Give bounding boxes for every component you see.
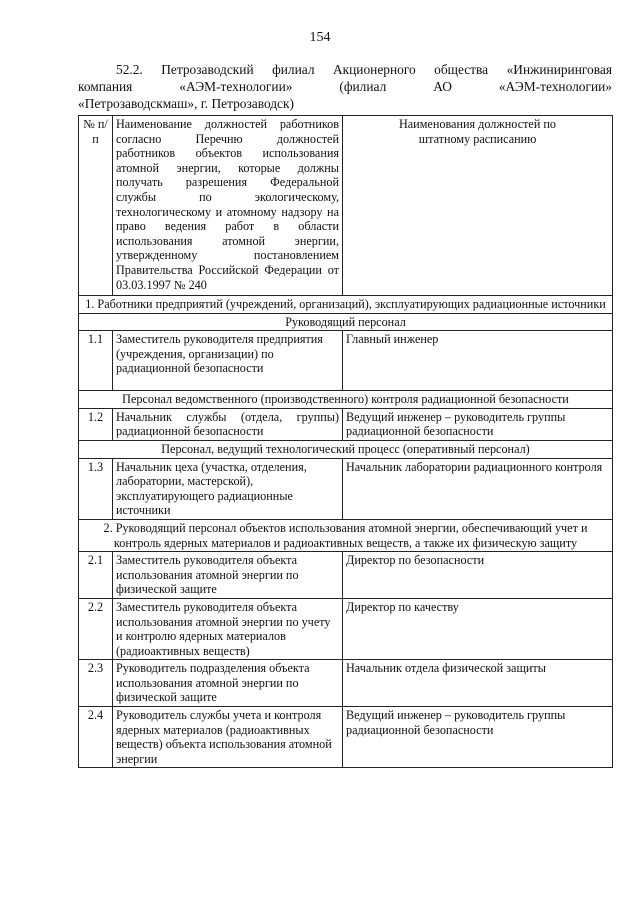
- row-col1: Руководитель подразделения объекта использования атомной энергии по физической защите: [113, 660, 343, 707]
- subsection-row: [79, 391, 613, 409]
- heading-line-3: «Петрозаводскмаш», г. Петрозаводск): [78, 96, 294, 111]
- table-row: [79, 707, 613, 768]
- subsection-control: Персонал ведомственного (производственного) контроля радиационной безопасности: [79, 391, 613, 409]
- subsection-management: Руководящий персонал: [79, 313, 613, 331]
- row-col1: Руководитель службы учета и контроля ядерных материалов (радиоактивных веществ) объекта использования атомной энергии: [113, 707, 343, 768]
- row-num: 2.2: [79, 598, 113, 659]
- table-header-row: [79, 116, 613, 296]
- row-col2: Директор по качеству: [343, 598, 613, 659]
- row-col2: Ведущий инженер – руководитель группы радиационной безопасности: [343, 707, 613, 768]
- row-col2: Главный инженер: [343, 331, 613, 391]
- row-col1: Заместитель руководителя объекта использования атомной энергии по физической защите: [113, 552, 343, 599]
- row-num: 1.3: [79, 458, 113, 519]
- section-1-title: 1. Работники предприятий (учреждений, организаций), эксплуатирующих радиационные источники: [79, 296, 613, 314]
- row-col2: Директор по безопасности: [343, 552, 613, 599]
- subsection-row: [79, 440, 613, 458]
- section-2-title: 2. Руководящий персонал объектов использования атомной энергии, обеспечивающий учет и контроль ядерных материалов и радиоактивных веществ, а также их физическую защиту: [79, 519, 613, 551]
- row-col1: Заместитель руководителя предприятия (учреждения, организации) по радиационной безопасности: [113, 331, 343, 391]
- row-num: 1.2: [79, 408, 113, 440]
- row-col2: Начальник отдела физической защиты: [343, 660, 613, 707]
- row-col2: Ведущий инженер – руководитель группы радиационной безопасности: [343, 408, 613, 440]
- table-row: [79, 408, 613, 440]
- heading-line-2: компания «АЭМ-технологии» (филиал АО «АЭМ-технологии»: [78, 79, 612, 94]
- section-row: [79, 296, 613, 314]
- header-col1: Наименование должностей работников согласно Перечню должностей работников объектов использования атомной энергии, которые должны получать разрешения Федеральной службы по экологическому, технологическому и атомному надзору на право ведения работ в области использования атомной энергии, утвержденному постановлением Правительства Российской Федерации от 03.03.1997 № 240: [113, 116, 343, 296]
- section-row: [79, 519, 613, 551]
- row-num: 2.4: [79, 707, 113, 768]
- row-num: 2.1: [79, 552, 113, 599]
- row-col2: Начальник лаборатории радиационного контроля: [343, 458, 613, 519]
- table-row: [79, 458, 613, 519]
- table-row: [79, 552, 613, 599]
- row-col1: Заместитель руководителя объекта использования атомной энергии по учету и контролю ядерных материалов (радиоактивных веществ): [113, 598, 343, 659]
- row-num: 1.1: [79, 331, 113, 391]
- section-heading: [78, 61, 612, 112]
- heading-line-1: 52.2. Петрозаводский филиал Акционерного общества «Инжиниринговая: [116, 62, 612, 77]
- header-col2: Наименования должностей по штатному расписанию: [343, 116, 613, 296]
- row-num: 2.3: [79, 660, 113, 707]
- table-row: [79, 331, 613, 391]
- table-row: [79, 660, 613, 707]
- positions-table: [78, 115, 613, 768]
- header-num: № п/п: [79, 116, 113, 296]
- row-col1: Начальник службы (отдела, группы) радиационной безопасности: [113, 408, 343, 440]
- row-col1: Начальник цеха (участка, отделения, лаборатории, мастерской), эксплуатирующего радиационные источники: [113, 458, 343, 519]
- subsection-process: Персонал, ведущий технологический процесс (оперативный персонал): [79, 440, 613, 458]
- page-number: 154: [309, 30, 331, 45]
- table-row: [79, 598, 613, 659]
- subsection-row: [79, 313, 613, 331]
